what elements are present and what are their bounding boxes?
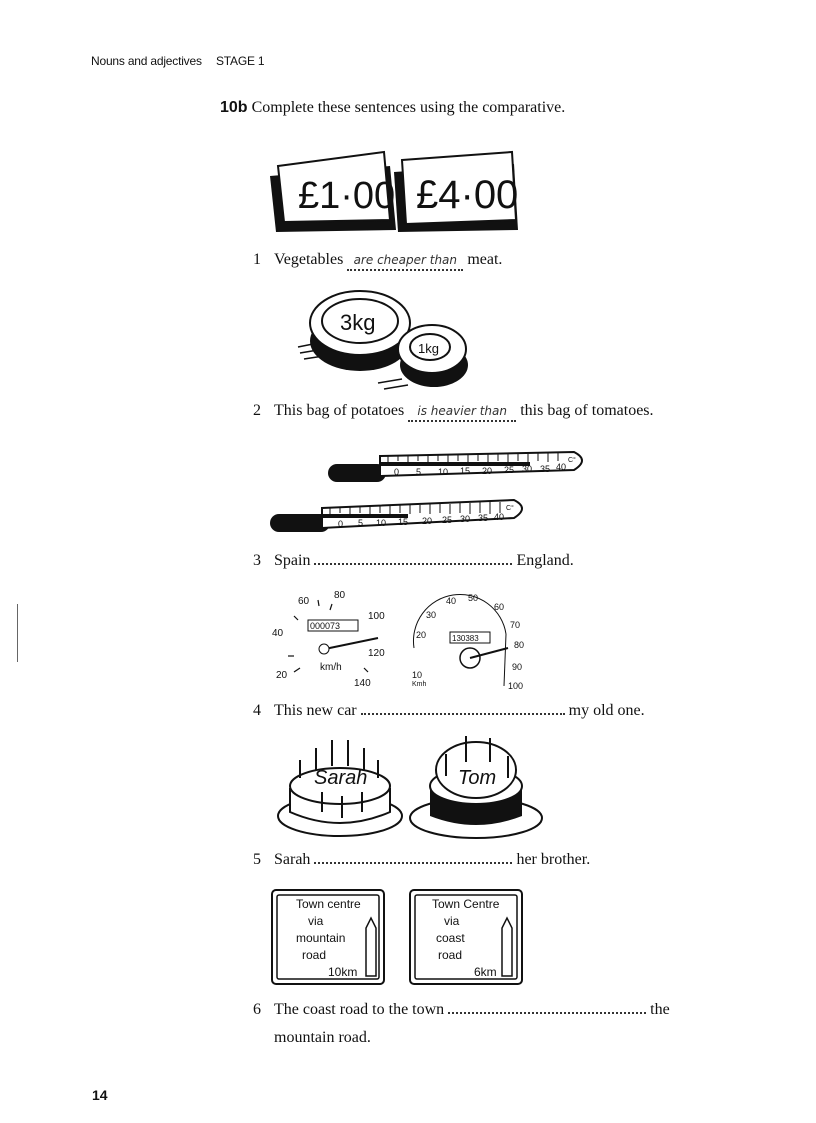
sign2-line1: Town Centre (432, 897, 500, 911)
speedo-old-80: 80 (334, 590, 346, 601)
sentence-6-blank[interactable] (448, 1012, 646, 1014)
sign1-line4: road (302, 948, 327, 962)
sign1-line1: Town centre (296, 897, 361, 911)
sentence-1-answer: are cheaper than (353, 253, 458, 267)
sentence-1-blank (347, 251, 463, 271)
sentence-5-after: her brother. (516, 851, 591, 868)
weight-1kg-label: 1kg (418, 341, 439, 356)
sentence-1-after: meat. (467, 251, 503, 268)
thermo-cold-tick-40: 40 (494, 512, 505, 522)
thermo-cold-tick-30: 30 (460, 514, 471, 524)
birthday-cakes-illustration (270, 726, 550, 844)
thermo-hot-tick-35: 35 (540, 464, 551, 474)
thermo-hot-tick-15: 15 (460, 466, 471, 476)
speedo-new-20: 20 (416, 630, 427, 640)
sentence-2 (274, 402, 654, 422)
speedo-new-40: 40 (446, 596, 457, 606)
speedo-new-70: 70 (510, 620, 521, 630)
sentence-1-number: 1 (253, 251, 261, 268)
sentence-3-blank[interactable] (314, 563, 512, 565)
thermo-cold-unit: C° (506, 505, 514, 512)
sentence-6-after: the (650, 1001, 670, 1018)
speedo-old-140: 140 (354, 678, 371, 689)
exercise-instruction (220, 99, 565, 117)
sign-mountain-road (272, 890, 384, 984)
sentence-6-number: 6 (253, 1001, 261, 1018)
thermometer-cold (270, 500, 522, 532)
sign2-arrow (502, 918, 512, 976)
sign1-line2: via (308, 914, 324, 928)
sign1-line3: mountain (296, 931, 346, 945)
sign-coast-road (410, 890, 522, 984)
stage-label: STAGE 1 (216, 54, 265, 68)
thermo-cold-tick-35: 35 (478, 513, 489, 523)
speedo-old-40: 40 (272, 628, 284, 639)
sentence-4 (274, 702, 645, 720)
thermo-cold-tick-0: 0 (338, 519, 344, 529)
thermo-hot-tick-10: 10 (438, 467, 449, 477)
speedo-old-100: 100 (368, 611, 385, 622)
sentence-6-continuation: mountain road. (274, 1029, 371, 1046)
price-tags-illustration (268, 138, 524, 234)
sentence-1-before: Vegetables (274, 251, 344, 268)
page-number: 14 (92, 1087, 108, 1103)
sentence-6 (274, 1001, 670, 1019)
sentence-2-after: this bag of tomatoes. (520, 402, 654, 419)
sign2-line2: via (444, 914, 460, 928)
sign2-line3: coast (436, 931, 465, 945)
price-tag-expensive (394, 152, 518, 232)
thermo-hot-tick-0: 0 (394, 467, 400, 477)
cake-tom-name: Tom (458, 767, 497, 789)
instruction-text: Complete these sentences using the comparative. (251, 99, 566, 116)
speedometers-illustration (270, 586, 530, 696)
weight-3kg-label: 3kg (340, 310, 376, 335)
sentence-3-number: 3 (253, 552, 261, 569)
speedo-old-odometer: 000073 (310, 621, 341, 631)
sign2-line4: road (438, 948, 463, 962)
sentence-4-blank[interactable] (361, 713, 565, 715)
sentence-6-before: The coast road to the town (274, 1001, 445, 1018)
thermo-cold-tick-20: 20 (422, 516, 433, 526)
thermo-cold-tick-15: 15 (398, 517, 409, 527)
sentence-4-after: my old one. (568, 702, 645, 719)
sentence-4-before: This new car (274, 702, 357, 719)
sentence-5-blank[interactable] (314, 862, 512, 864)
speedo-old-20: 20 (276, 670, 288, 681)
sign1-distance: 10km (328, 965, 358, 979)
sentence-4-number: 4 (253, 702, 261, 719)
section-title: Nouns and adjectives (91, 54, 202, 68)
thermo-hot-tick-30: 30 (522, 464, 533, 474)
sentence-2-before: This bag of potatoes (274, 402, 405, 419)
sentence-1 (274, 251, 502, 271)
speedo-old-120: 120 (368, 648, 385, 659)
thermo-hot-unit: C° (568, 457, 576, 464)
speedo-new-30: 30 (426, 610, 437, 620)
thermo-hot-tick-20: 20 (482, 466, 493, 476)
sentence-3-after: England. (516, 552, 574, 569)
thermometer-hot (328, 452, 582, 482)
price-tag-expensive-label: £4·00 (416, 173, 519, 217)
price-tag-cheap (270, 152, 396, 232)
sentence-5-before: Sarah (274, 851, 311, 868)
cake-sarah (278, 740, 402, 836)
thermo-hot-tick-25: 25 (504, 465, 515, 475)
sentence-2-answer: is heavier than (417, 404, 507, 418)
speedo-new-80: 80 (514, 640, 525, 650)
cake-tom (410, 736, 542, 838)
sentence-5-number: 5 (253, 851, 261, 868)
sentence-3 (274, 552, 574, 570)
sign2-distance: 6km (474, 965, 497, 979)
thermo-cold-tick-5: 5 (358, 518, 364, 528)
exercise-number: 10b (220, 99, 248, 116)
sentence-2-blank (408, 402, 516, 422)
sentence-5 (274, 851, 590, 869)
margin-mark (17, 604, 18, 662)
thermo-cold-tick-10: 10 (376, 518, 387, 528)
speedo-new-unit: Kmh (412, 681, 427, 688)
road-signs-illustration (270, 888, 526, 988)
speedo-new-10: 10 (412, 670, 423, 680)
speedometer-old (272, 590, 385, 689)
thermometers-illustration (268, 442, 592, 536)
sign1-arrow (366, 918, 376, 976)
cake-sarah-name: Sarah (314, 767, 368, 789)
speedo-new-90: 90 (512, 662, 523, 672)
price-tag-cheap-label: £1·00 (298, 175, 396, 217)
speedo-old-unit: km/h (320, 662, 342, 673)
speedo-new-50: 50 (468, 593, 479, 603)
weight-3kg (298, 291, 410, 371)
speedometer-new (412, 593, 524, 691)
thermo-cold-tick-25: 25 (442, 515, 453, 525)
sentence-2-number: 2 (253, 402, 261, 419)
weights-illustration (296, 283, 476, 395)
speedo-new-100: 100 (508, 681, 524, 691)
speedo-new-odometer: 130383 (452, 634, 479, 643)
thermo-hot-tick-40: 40 (556, 462, 567, 472)
speedo-new-60: 60 (494, 602, 505, 612)
sentence-3-before: Spain (274, 552, 311, 569)
speedo-old-60: 60 (298, 596, 310, 607)
thermo-hot-tick-5: 5 (416, 467, 422, 477)
